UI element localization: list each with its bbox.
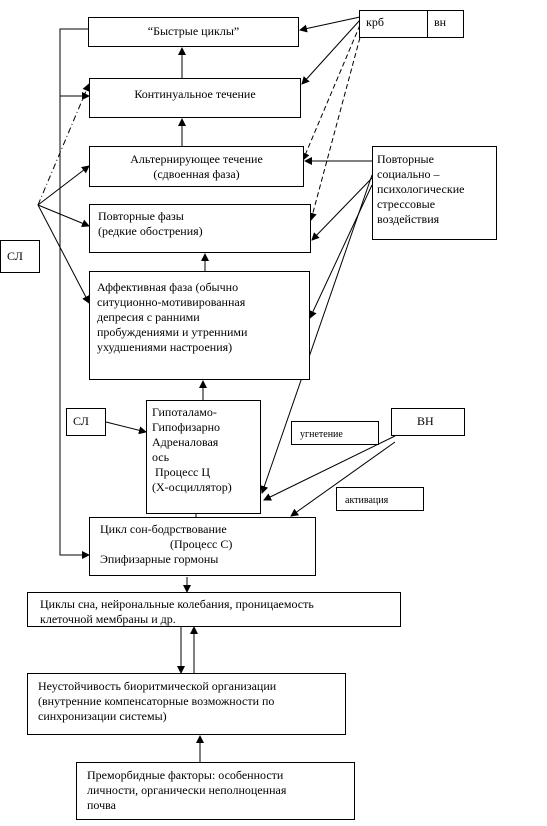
- arrow-left-to-repeated: [38, 205, 89, 226]
- hpa-line-1: Гипоталамо-: [152, 405, 217, 419]
- affective-line-2: ситуционно-мотивированная: [97, 295, 246, 309]
- arrow-krb-to-fast: [300, 17, 360, 30]
- activation-box: [336, 487, 424, 511]
- stress-box: [372, 146, 497, 240]
- affective-phase-box: [89, 271, 310, 380]
- vn-top-label: вн: [434, 15, 447, 29]
- sleep-wake-line-3: Эпифизарные гормоны: [100, 552, 219, 566]
- inhibition-box: [291, 421, 379, 445]
- repeated-phases-box: [89, 204, 311, 253]
- dashed-krb-to-repeated: [311, 30, 362, 220]
- continual-course-box: [89, 78, 301, 118]
- hpa-axis-box: [146, 400, 261, 514]
- left-rail-line: [60, 29, 89, 555]
- vn-mid-label: ВН: [417, 414, 434, 428]
- affective-line-4: пробуждениями и утренними: [97, 325, 248, 339]
- sleep-wake-box: [89, 517, 316, 576]
- hpa-line-6: (Х-осциллятор): [152, 480, 232, 494]
- stress-line-3: психологические: [377, 182, 465, 196]
- premorbid-line-3: почва: [87, 798, 116, 812]
- arrow-stress-to-affective: [310, 185, 372, 318]
- instability-line-3: синхронизации системы): [38, 709, 167, 723]
- sl-mid-label: СЛ: [73, 414, 89, 428]
- fast-cycles-box: [88, 17, 299, 47]
- premorbid-box: [76, 762, 355, 820]
- stress-line-2: социально –: [377, 167, 440, 181]
- alternating-line-1: Альтернирующее течение: [130, 152, 263, 166]
- alternating-line-2: (сдвоенная фаза): [153, 167, 240, 181]
- arrow-stress-to-repeated: [312, 178, 372, 240]
- repeated-phases-line-1: Повторные фазы: [98, 209, 184, 223]
- sleep-wake-line-2: (Процесс С): [170, 537, 233, 551]
- continual-course-label: Континуальное течение: [134, 87, 256, 101]
- arrow-left-to-affective: [38, 205, 89, 303]
- affective-line-3: депресия с ранними: [97, 310, 200, 324]
- instability-box: [27, 673, 346, 735]
- affective-line-5: ухудшениями настроения): [97, 340, 233, 354]
- hpa-line-5: Процесс Ц: [152, 465, 211, 479]
- krb-label: крб: [366, 15, 384, 29]
- dashed-left-to-continual: [38, 84, 89, 205]
- sl-left-box: [0, 240, 40, 273]
- arrow-krb-to-continual: [302, 20, 360, 84]
- instability-line-2: (внутренние компенсаторные возможности по: [38, 694, 275, 708]
- vn-top-box: [427, 10, 464, 38]
- instability-line-1: Неустойчивость биоритмической организации: [38, 679, 277, 693]
- repeated-phases-line-2: (редкие обострения): [98, 224, 203, 238]
- sleep-wake-line-1: Цикл сон-бодрствование: [100, 522, 227, 536]
- krb-box: [359, 10, 428, 38]
- dashed-krb-to-alternating: [303, 25, 360, 160]
- sleep-cycles-line-1: Циклы сна, нейрональные колебания, проницаемость: [40, 597, 314, 611]
- arrow-left-to-alternating: [38, 166, 89, 205]
- sleep-cycles-line-2: клеточной мембраны и др.: [40, 612, 176, 626]
- fast-cycles-label: “Быстрые циклы”: [147, 24, 240, 38]
- premorbid-line-2: личности, органически неполноценная: [87, 783, 287, 797]
- sleep-cycles-box: [27, 592, 401, 627]
- hpa-line-3: Адреналовая: [152, 435, 219, 449]
- vn-mid-box: [391, 408, 465, 436]
- inhibition-label: угнетение: [300, 429, 343, 440]
- sl-left-label: СЛ: [7, 249, 23, 263]
- activation-label: активация: [345, 495, 389, 506]
- stress-line-4: стрессовые: [377, 197, 436, 211]
- stress-line-1: Повторные: [377, 152, 434, 166]
- stress-line-5: воздействия: [377, 212, 440, 226]
- alternating-course-box: [89, 146, 304, 187]
- hpa-line-4: ось: [152, 450, 170, 464]
- arrow-sl-to-hpa: [106, 422, 146, 432]
- hpa-line-2: Гипофизарно: [152, 420, 221, 434]
- affective-line-1: Аффективная фаза (обычно: [97, 280, 239, 294]
- premorbid-line-1: Преморбидные факторы: особенности: [87, 768, 284, 782]
- sl-mid-box: [66, 408, 106, 436]
